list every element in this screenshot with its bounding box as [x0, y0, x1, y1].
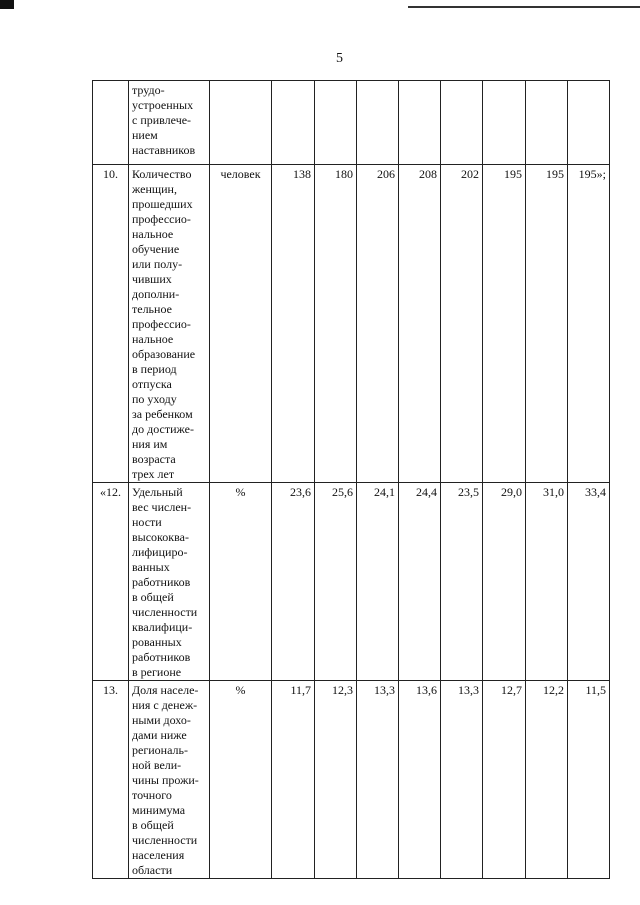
indicators-table: [92, 80, 610, 879]
table-row: [93, 681, 610, 879]
value-cell: 11,7: [272, 681, 315, 879]
value-cell: 202: [441, 165, 483, 483]
table-row: [93, 81, 610, 165]
value-cell: 25,6: [315, 483, 357, 681]
value-cell: [357, 81, 399, 165]
table-row: [93, 483, 610, 681]
row-number-cell: [93, 81, 129, 165]
value-cell: 195»;: [568, 165, 610, 483]
unit-cell: %: [210, 681, 272, 879]
value-cell: 206: [357, 165, 399, 483]
value-cell: 12,2: [526, 681, 568, 879]
unit-cell: человек: [210, 165, 272, 483]
value-cell: 29,0: [483, 483, 526, 681]
scan-line: [408, 6, 640, 8]
value-cell: 208: [399, 165, 441, 483]
value-cell: 180: [315, 165, 357, 483]
scan-mark: [0, 0, 14, 9]
row-number-cell: 10.: [93, 165, 129, 483]
value-cell: [315, 81, 357, 165]
value-cell: 12,7: [483, 681, 526, 879]
value-cell: 33,4: [568, 483, 610, 681]
unit-cell: %: [210, 483, 272, 681]
indicator-name-cell: Удельный вес числен- ности высококва- лифициро- ванных работников в общей численности квалифици- рованных работников в регионе: [129, 483, 210, 681]
value-cell: 195: [526, 165, 568, 483]
indicator-name-cell: Количество женщин, прошедших профессио- нальное обучение или полу- чивших дополни- тельное профессио- нальное образование в период отпуска по уходу за ребенком до достиже- ния им возраста трех лет: [129, 165, 210, 483]
value-cell: [526, 81, 568, 165]
value-cell: 13,3: [441, 681, 483, 879]
value-cell: 24,4: [399, 483, 441, 681]
value-cell: [441, 81, 483, 165]
value-cell: 23,5: [441, 483, 483, 681]
table-row: [93, 165, 610, 483]
indicator-name-cell: трудо- устроенных с привлече- нием наставников: [129, 81, 210, 165]
indicator-name-cell: Доля населе- ния с денеж- ными дохо- дами ниже региональ- ной вели- чины прожи- точного минимума в общей численности населения области: [129, 681, 210, 879]
page-number: 5: [336, 51, 343, 66]
value-cell: 23,6: [272, 483, 315, 681]
row-number-cell: 13.: [93, 681, 129, 879]
value-cell: [483, 81, 526, 165]
value-cell: [568, 81, 610, 165]
unit-cell: [210, 81, 272, 165]
value-cell: 13,6: [399, 681, 441, 879]
value-cell: [399, 81, 441, 165]
value-cell: 12,3: [315, 681, 357, 879]
value-cell: 138: [272, 165, 315, 483]
value-cell: 24,1: [357, 483, 399, 681]
value-cell: 195: [483, 165, 526, 483]
row-number-cell: «12.: [93, 483, 129, 681]
value-cell: 31,0: [526, 483, 568, 681]
value-cell: [272, 81, 315, 165]
value-cell: 13,3: [357, 681, 399, 879]
value-cell: 11,5: [568, 681, 610, 879]
